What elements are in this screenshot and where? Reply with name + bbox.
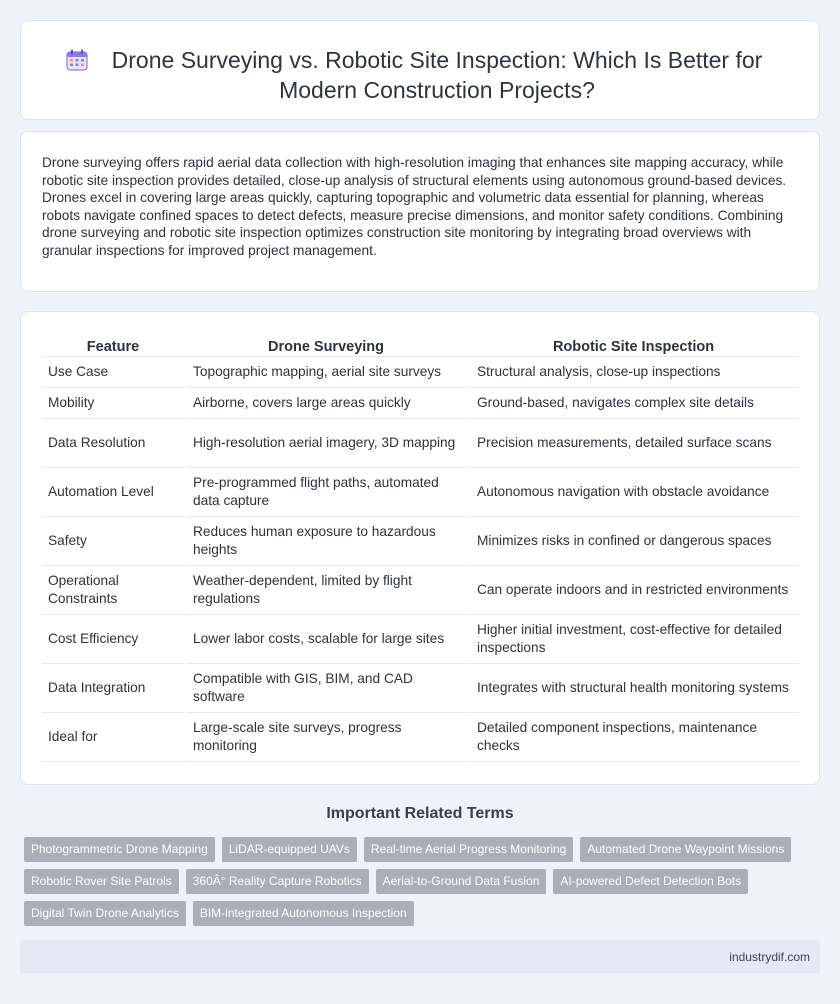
robot-cell: Structural analysis, close-up inspections	[468, 357, 799, 388]
drone-cell: Lower labor costs, scalable for large sites	[184, 615, 468, 664]
table-row	[42, 713, 799, 762]
robot-cell: Minimizes risks in confined or dangerous spaces	[468, 517, 799, 566]
drone-cell: Pre-programmed flight paths, automated data capture	[184, 468, 468, 517]
related-terms-list	[24, 837, 804, 926]
robot-cell: Autonomous navigation with obstacle avoidance	[468, 468, 799, 517]
table-row	[42, 468, 799, 517]
related-term-tag[interactable]: Real-time Aerial Progress Monitoring	[364, 837, 573, 862]
robot-cell: Ground-based, navigates complex site details	[468, 388, 799, 419]
robot-cell: Higher initial investment, cost-effective for detailed inspections	[468, 615, 799, 664]
feature-cell: Automation Level	[42, 468, 184, 517]
footer-site-link[interactable]: industrydif.com	[729, 950, 810, 964]
comparison-table	[42, 335, 799, 762]
drone-cell: Reduces human exposure to hazardous heights	[184, 517, 468, 566]
page-title: Drone Surveying vs. Robotic Site Inspection: Which Is Better for Modern Construction Projects?	[111, 47, 763, 103]
robot-cell: Can operate indoors and in restricted environments	[468, 566, 799, 615]
intro-card	[20, 131, 820, 292]
header-drone-surveying: Drone Surveying	[184, 335, 468, 357]
related-term-tag[interactable]: AI-powered Defect Detection Bots	[553, 869, 748, 894]
table-header-row	[42, 335, 799, 357]
table-row	[42, 664, 799, 713]
related-term-tag[interactable]: 360Â° Reality Capture Robotics	[186, 869, 369, 894]
feature-cell: Data Resolution	[42, 419, 184, 468]
robot-cell: Integrates with structural health monitoring systems	[468, 664, 799, 713]
feature-cell: Data Integration	[42, 664, 184, 713]
related-term-tag[interactable]: Digital Twin Drone Analytics	[24, 901, 186, 926]
footer	[20, 940, 820, 973]
table-row	[42, 517, 799, 566]
feature-cell: Ideal for	[42, 713, 184, 762]
header-feature: Feature	[42, 335, 184, 357]
feature-cell: Use Case	[42, 357, 184, 388]
robot-cell: Detailed component inspections, maintenance checks	[468, 713, 799, 762]
header-robotic-inspection: Robotic Site Inspection	[468, 335, 799, 357]
drone-cell: High-resolution aerial imagery, 3D mapping	[184, 419, 468, 468]
intro-paragraph: Drone surveying offers rapid aerial data collection with high-resolution imaging that enhances site mapping accuracy, while robotic site inspection provides detailed, close-up analysis of structural elements using autonomous ground-based devices. Drones excel in covering large areas quickly, capturing topographic and volumetric data essential for planning, whereas robots navigate confined spaces to detect defects, measure precise dimensions, and monitor safety conditions. Combining drone surveying and robotic site inspection optimizes construction site monitoring by integrating broad overviews with granular inspections for improved project management.	[42, 155, 787, 258]
drone-cell: Airborne, covers large areas quickly	[184, 388, 468, 419]
related-term-tag[interactable]: LiDAR-equipped UAVs	[222, 837, 357, 862]
drone-cell: Compatible with GIS, BIM, and CAD software	[184, 664, 468, 713]
drone-cell: Topographic mapping, aerial site surveys	[184, 357, 468, 388]
related-term-tag[interactable]: Photogrammetric Drone Mapping	[24, 837, 215, 862]
feature-cell: Safety	[42, 517, 184, 566]
related-term-tag[interactable]: Aerial-to-Ground Data Fusion	[376, 869, 547, 894]
related-term-tag[interactable]: Automated Drone Waypoint Missions	[580, 837, 791, 862]
drone-cell: Weather-dependent, limited by flight regulations	[184, 566, 468, 615]
table-row	[42, 615, 799, 664]
feature-cell: Operational Constraints	[42, 566, 184, 615]
table-row	[42, 388, 799, 419]
comparison-card	[20, 311, 820, 785]
robot-cell: Precision measurements, detailed surface scans	[468, 419, 799, 468]
table-row	[42, 566, 799, 615]
table-row	[42, 419, 799, 468]
related-term-tag[interactable]: Robotic Rover Site Patrols	[24, 869, 179, 894]
related-terms-heading: Important Related Terms	[326, 805, 514, 822]
related-term-tag[interactable]: BIM-integrated Autonomous Inspection	[193, 901, 414, 926]
feature-cell: Cost Efficiency	[42, 615, 184, 664]
title-card	[20, 20, 820, 120]
drone-cell: Large-scale site surveys, progress monitoring	[184, 713, 468, 762]
feature-cell: Mobility	[42, 388, 184, 419]
table-row	[42, 357, 799, 388]
